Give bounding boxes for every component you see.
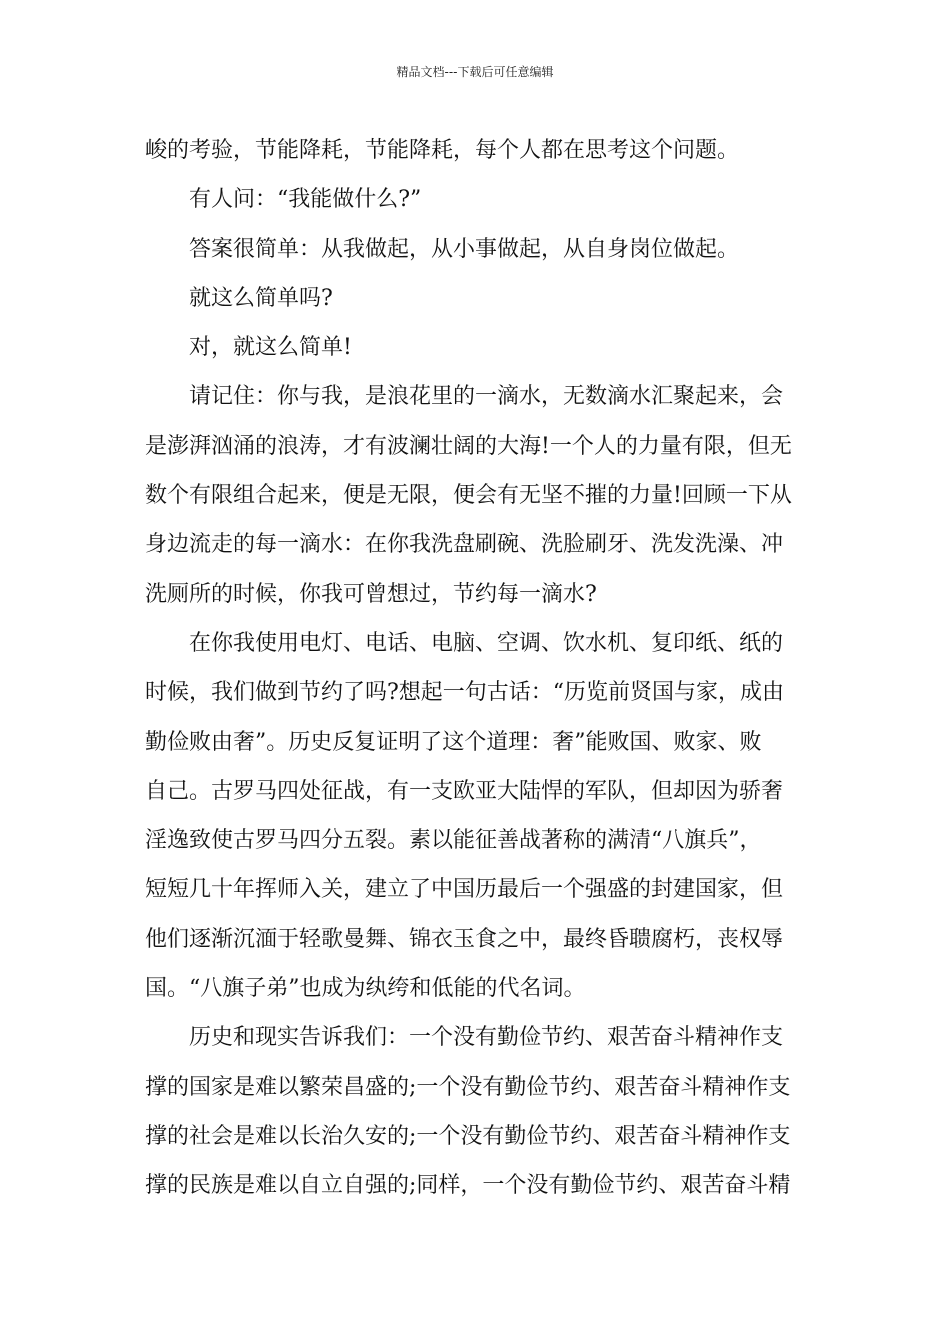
document-body (145, 126, 809, 1211)
text-line: 对，就这么简单! (189, 335, 352, 361)
page-header: 精品文档---下载后可任意编辑 (396, 65, 554, 79)
text-line: 撑的国家是难以繁荣昌盛的;一个没有勤俭节约、艰苦奋斗精神作支 (145, 1074, 791, 1100)
text-line: 勤俭败由奢”。历史反复证明了这个道理：奢”能败国、败家、败 (145, 729, 762, 755)
text-line: 身边流走的每一滴水：在你我洗盘刷碗、洗脸刷牙、洗发洗澡、冲 (145, 532, 784, 558)
text-line: 撑的民族是难以自立自强的;同样，一个没有勤俭节约、艰苦奋斗精 (145, 1173, 791, 1199)
text-line: 淫逸致使古罗马四分五裂。素以能征善战著称的满清“八旗兵”， (145, 828, 762, 854)
text-line: 撑的社会是难以长治久安的;一个没有勤俭节约、艰苦奋斗精神作支 (145, 1123, 791, 1149)
text-line: 短短几十年挥师入关，建立了中国历最后一个强盛的封建国家，但 (145, 877, 784, 903)
text-line: 有人问：“我能做什么?” (189, 187, 422, 213)
text-line: 时候，我们做到节约了吗?想起一句古话：“历览前贤国与家，成由 (145, 680, 785, 706)
text-line: 国。“八旗子弟”也成为纨绔和低能的代名词。 (145, 976, 586, 1002)
text-line: 自己。古罗马四处征战，有一支欧亚大陆悍的军队，但却因为骄奢 (145, 778, 784, 804)
text-line: 洗厕所的时候，你我可曾想过，节约每一滴水? (145, 581, 597, 607)
text-line: 数个有限组合起来，便是无限，便会有无坚不摧的力量!回顾一下从 (145, 483, 792, 509)
text-line: 答案很简单：从我做起，从小事做起，从自身岗位做起。 (189, 236, 740, 262)
text-line: 在你我使用电灯、电话、电脑、空调、饮水机、复印纸、纸的 (189, 630, 784, 656)
text-line: 峻的考验，节能降耗，节能降耗，每个人都在思考这个问题。 (145, 138, 740, 163)
text-line: 他们逐渐沉湎于轻歌曼舞、锦衣玉食之中，最终昏聩腐朽，丧权辱 (145, 926, 784, 952)
text-line: 请记住：你与我，是浪花里的一滴水，无数滴水汇聚起来，会 (189, 384, 784, 410)
text-line: 就这么简单吗? (189, 285, 333, 311)
text-line: 历史和现实告诉我们：一个没有勤俭节约、艰苦奋斗精神作支 (189, 1025, 784, 1051)
text-line: 是澎湃汹涌的浪涛，才有波澜壮阔的大海!一个人的力量有限，但无 (145, 433, 792, 459)
